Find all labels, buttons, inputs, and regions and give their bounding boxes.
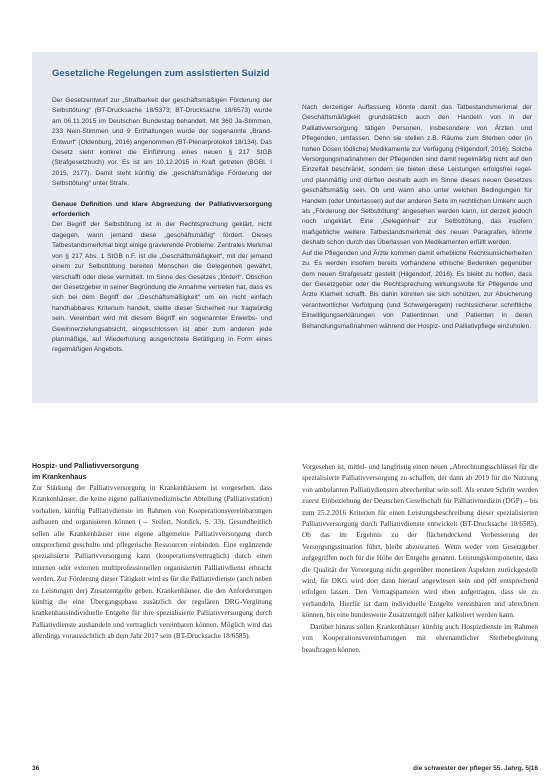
info-box-right-column [302,103,532,396]
info-box-title: Gesetzliche Regelungen zum assistierten Suizid [52,68,270,79]
info-box-paragraph: Der Gesetzentwurf zur „Strafbarkeit der geschäftsmäßigen Förderung der Selbsttötung“ (BT-Drucksache 18/5373; BT-Drucksache 18/6573) wurde am 06.11.2015 im Deutschen Bundestag behandelt. Mit 360 Ja-Stimmen, 233 Nein-Stimmen und 9 Enthaltungen wurde der sogenannte „Brand-Entwurf“ (Oldenburg, 2016) angenommen (BT-Plenarprotokoll 18/134). Das Gesetz sieht konkret die Einführung eines neuen § 217 StGB (Strafgesetzbuch) vor. Es ist am 10.12.2015 in Kraft getreten (BGBl. I 2015, 2177). Damit steht künftig die „geschäftsmäßige Förderung der Selbsttötung“ unter Strafe. [52,97,272,188]
info-box-left-column [52,96,272,396]
article-paragraph: Vorgesehen ist, mittel- und langfristig einen neuen „Abrechnungsschlüssel für die spezialisierte Palliativversorgung zu schaffen, der dann ab 2019 für die Nutzung von ambulanten Palliativdiensten abrechenbar sein soll. Als ersten Schritt werden zuerst Einbeziehung der Deutschen Gesellschaft für Palliativmedizin (DGP) – bis zum 25.2.2016 Kriterien für einen Leistungsbeschreibung dieser spezialisierten Palliativversorgung durch Palliativdienste entwickelt (BT-Drucksache 18/6585). Ob das im Ergebnis zu der flächendeckend Verbesserung der Versorgungssituation führt, bleibt abzuwarten. Wenn weder vom Gesetzgeber aufgegriffen noch für die Höhe der Entgelte genannt. Leistungskomponente, dass die Qualität der Versorgung nicht gegenüber monetären Aspekten zurückgestellt wird, für DKG wird dort dann hierauf angewiesen sein und pdf entsprechend erfolgen lassen. Den Vertragsparteien wird eben aufgetragen, dass sie zu verhandeln. Hierfür ist dann individuelle Entgelte vereinbaren und abrechnen können, bis eine bundesweite Zusatzentgelt näher kalkuliert werden kann. [302,463,538,620]
info-box-paragraph: Auf die Pflegenden und Ärzte kommen damit erhebliche Rechtsunsicherheiten zu. Es werden insofern bereits vorhandene ethische Bedenken gegenüber dem neuen Strafgesetz gestellt (Hilgendorf, 2016). Es bleibt zu hoffen, dass der Gesetzgeber oder die Rechtsprechung wirkungsvolle für Pflegende und Ärzte Klarheit schafft. Bis dahin könnten sie sich schützen, zur Absicherung verantwortlicher Verfolgung (und Schweigeregeln) rechtssicherer schriftliche Einwilligungserklärungen von Patientinnen und Patienten in deren Behandlungsmaßnahmen während der Hospiz- und Palliativpflege einzuholen. [302,249,532,330]
section-heading-line-2: im Krankenhaus [32,474,87,481]
section-heading-line-1: Hospiz- und Palliativversorgung [32,463,139,470]
article-paragraph: Darüber hinaus sollen Krankenhäuser künftig auch Hospizdienste im Rahmen von Kooperationsvereinbarungen mit ehrenamtlicher Sterbebegleitung beauftragen können. [302,622,538,654]
info-box-paragraph: Der Begriff der Selbsttötung ist in der Rechtsprechung geklärt, nicht dagegen, wann jemand diese „geschäftsmäßig“ fördert. Dieses Tatbestandsmerkmal birgt einige gravierende Probleme: Zentrales Merkmal von § 217 Abs. 1 StGB n.F. ist die „Geschäftsmäßigkeit“, mit der jemand einem zur Selbsttötung bereiten Menschen die Gelegenheit gewährt, verschafft oder diese vermittelt. Im Sinne des Gesetzes „fördert“. Obschon der Gesetzgeber in seiner Begründung die Annahme vertreten hat, dass es sich bei dem Begriff der „Geschäftsmäßigkeit“ um ein nicht einfach handhabbares Kriterium handelt, stellte dieser Sicherheit nur fragwürdig sein. Vereinbart wird mit diesem Begriff ein sogenannter Erwerbs- und Gewinnerzielungsabsicht, eingeschlossen ist aber zum anderen jede planmäßige, auf Wiederholung ausgerichtete Betätigung in Form eines regelmäßigen Angebots. [52,221,272,354]
magazine-name: die schwester der pfleger 55. Jahrg. 5|16 [412,765,538,772]
article-left-column [32,461,272,754]
info-box-subheading: Genaue Definition und klare Abgrenzung der Palliativversorgung erforderlich [52,200,272,219]
info-box-paragraph: Nach derzeitiger Auffassung könnte damit das Tatbestandsmerkmal der Geschäftsmäßigkeit grundsätzlich auch den Handeln von in der Palliativversorgung tätigen Personen, insbesondere von Ärzten und Pflegenden, umfassen. Denn sie stellen z.B. Räume zum Sterben oder (in hohen Dosen tödliche) Medikamente zur Verfügung (Hilgendorf, 2016). Solche Versorgungsmaßnahmen der Pflegenden sind damit regelmäßig nicht auf den Einzelfall beschränkt, sondern sie bieten diese Leistungen erfolgsfrei regel- und planmäßig und dürften deshalb auch im Sinne dieses neuen Gesetzes geschäftsmäßig sein. Ob und wann also unter welchen Bedingungen für Handeln (oder Unterlassen) auf der anderen Seite im rechtlichen Umkehr auch als „Förderung der Selbsttötung“ angesehen werden kann, ist derzeit jedoch noch ungeklärt. Eine „Gelegenheit“ zur Selbsttötung, das insofern maßgebliche weitere Tatbestandsmerkmal des neuen Paragrafen, könnte deshalb schon durch das Überlassen von Medikamenten erfüllt werden. [302,104,532,247]
page-footer [32,765,538,775]
section-heading [32,461,272,483]
page-number: 36 [32,765,40,772]
article-paragraph: Zur Stärkung der Palliativversorgung in Krankenhäusern ist vorgesehen, dass Krankenhäuser, die keine eigene palliativmedizinische Abteilung (Palliativstation) vorhalten, künftig Palliativdienste im Rahmen von Kooperationsvereinbarungen aufbauen und organisieren können (→ Seifert, Nordick, S. 33). Gesundheitlich sollen alle Krankenhäuser eine eigene allgemeine Palliativversorgung durch entsprechend geschulte und pflegerische Ressourcen einbinden. Eine ergänzende spezialisierte Palliativversorgung kann (kooperationsvertraglich) durch einen internen oder externen multiprofessionellen organisierten Palliativdienst erbracht werden. Zur Förderung dieser Tätigkeit wird es für die Palliativdienste (auch neben zu Leistungen der) Zusatzentgelte geben. Krankenhäuser, die den Anforderungen künftig die eine Übergangsphase zusätzlich der regulären DRG-Vergütung krankenhausindividuelle Entgelte für ihre spezialisierte Palliativversorgung durch Palliativdienste aushandeln und vertraglich vereinbaren können. Möglich wird das allerdings voraussichtlich ab dem Jahr 2017 sein (BT-Drucksache 18/6585). [32,484,272,641]
article-right-column [302,462,538,758]
